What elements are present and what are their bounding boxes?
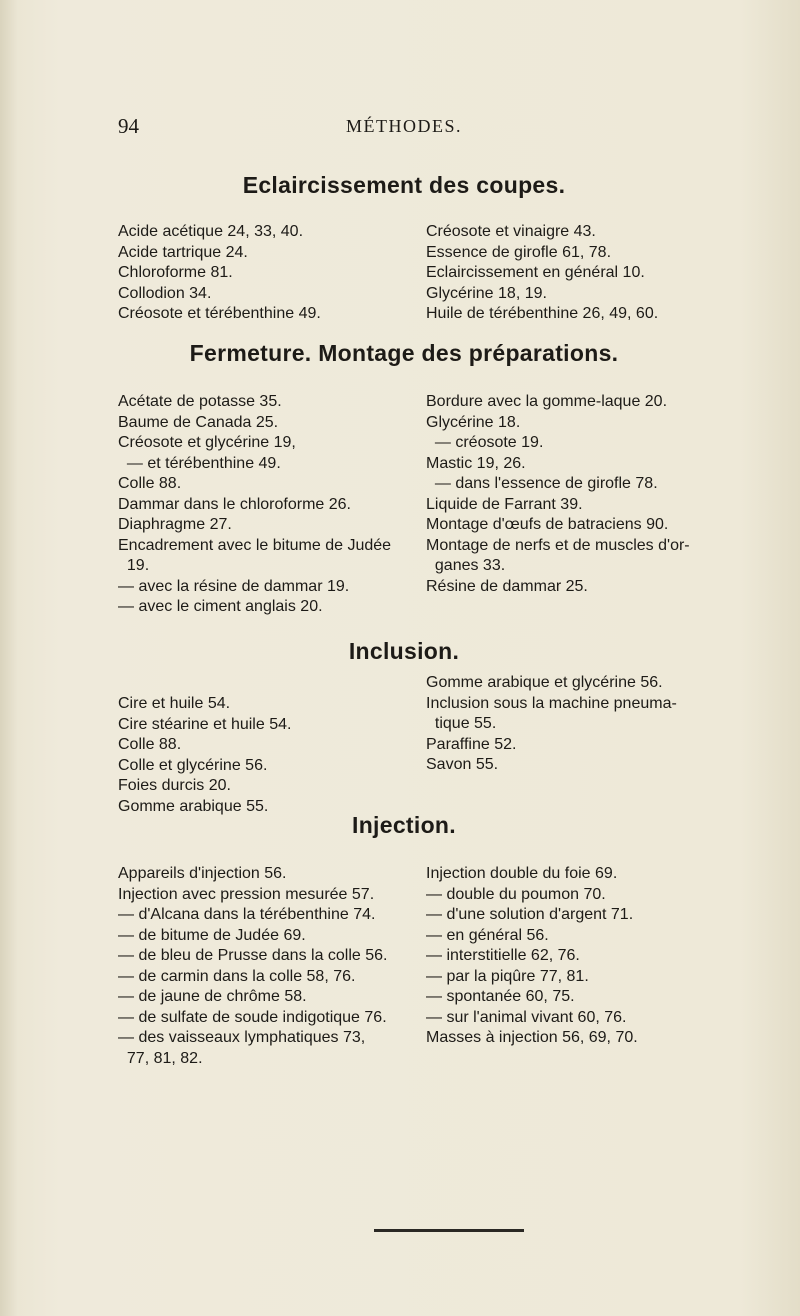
index-entry: — d'une solution d'argent 71. xyxy=(426,906,634,923)
index-column-left xyxy=(118,222,321,325)
index-entry: Bordure avec la gomme-laque 20. xyxy=(426,393,668,410)
index-entry: Appareils d'injection 56. xyxy=(118,865,287,882)
index-column-left xyxy=(118,694,291,817)
index-entry: — de sulfate de soude indigotique 76. xyxy=(118,1008,387,1026)
index-column-right xyxy=(426,673,677,776)
index-entry: Foies durcis 20. xyxy=(118,777,231,794)
index-entry: Gomme arabique et glycérine 56. xyxy=(426,674,663,691)
index-entry: Glycérine 18, 19. xyxy=(426,284,547,302)
index-entry: Collodion 34. xyxy=(118,284,212,302)
index-column-right xyxy=(426,864,638,1049)
index-column-right xyxy=(426,392,690,597)
index-entry: Huile de térébenthine 26, 49, 60. xyxy=(426,305,659,322)
index-entry: Cire et huile 54. xyxy=(118,695,231,712)
index-entry: — avec la résine de dammar 19. xyxy=(118,577,350,595)
index-entry: — interstitielle 62, 76. xyxy=(426,947,580,964)
section-title-fermeture: Fermeture. Montage des préparations. xyxy=(189,340,619,366)
index-entry: Essence de girofle 61, 78. xyxy=(426,243,612,261)
index-column-left xyxy=(118,392,391,618)
index-entry: Masses à injection 56, 69, 70. xyxy=(426,1029,638,1046)
index-entry: ganes 33. xyxy=(426,557,506,574)
index-entry: Acide tartrique 24. xyxy=(118,243,248,261)
index-entry: — avec le ciment anglais 20. xyxy=(118,598,323,615)
page-header xyxy=(118,114,690,138)
page-number: 94 xyxy=(118,114,139,138)
index-entry: — créosote 19. xyxy=(426,434,544,451)
index-entry: Mastic 19, 26. xyxy=(426,454,526,472)
index-entry: — dans l'essence de girofle 78. xyxy=(426,475,658,492)
index-entry: — d'Alcana dans la térébenthine 74. xyxy=(118,906,376,923)
index-entry: Cire stéarine et huile 54. xyxy=(118,715,292,733)
index-entry: — de carmin dans la colle 58, 76. xyxy=(118,967,356,985)
index-entry: Eclaircissement en général 10. xyxy=(426,264,645,281)
index-entry: Baume de Canada 25. xyxy=(118,413,279,431)
index-entry: — sur l'animal vivant 60, 76. xyxy=(426,1008,627,1026)
index-column-right xyxy=(426,222,658,325)
index-entry: tique 55. xyxy=(426,715,497,732)
index-entry: — spontanée 60, 75. xyxy=(426,988,575,1005)
index-entry: — des vaisseaux lymphatiques 73, xyxy=(118,1029,366,1046)
index-entry: Acétate de potasse 35. xyxy=(118,393,282,410)
running-title: MÉTHODES. xyxy=(346,116,462,136)
closing-rule xyxy=(374,1229,524,1232)
index-entry: Colle et glycérine 56. xyxy=(118,756,268,774)
index-entry: — double du poumon 70. xyxy=(426,885,606,903)
index-entry: — de bitume de Judée 69. xyxy=(118,926,306,944)
index-entry: Injection avec pression mesurée 57. xyxy=(118,885,375,903)
index-entry: Injection double du foie 69. xyxy=(426,865,618,882)
section-title-inclusion: Inclusion. xyxy=(348,638,460,664)
index-entry: Inclusion sous la machine pneuma- xyxy=(426,694,677,712)
index-entry: Acide acétique 24, 33, 40. xyxy=(118,223,304,240)
index-entry: Colle 88. xyxy=(118,736,182,753)
index-entry: Glycérine 18. xyxy=(426,413,521,431)
index-entry: Liquide de Farrant 39. xyxy=(426,495,583,513)
index-entry: — de bleu de Prusse dans la colle 56. xyxy=(118,947,388,964)
index-column-left xyxy=(118,864,388,1069)
index-entry: Créosote et vinaigre 43. xyxy=(426,223,596,240)
index-entry: Gomme arabique 55. xyxy=(118,797,269,815)
index-entry: Résine de dammar 25. xyxy=(426,577,588,595)
index-entry: Diaphragme 27. xyxy=(118,516,232,533)
index-entry: Montage de nerfs et de muscles d'or- xyxy=(426,536,690,554)
index-entry: 77, 81, 82. xyxy=(118,1049,203,1067)
index-entry: Paraffine 52. xyxy=(426,735,517,753)
index-entry: — de jaune de chrôme 58. xyxy=(118,988,307,1005)
index-entry: Chloroforme 81. xyxy=(118,264,233,281)
index-entry: Savon 55. xyxy=(426,756,499,773)
index-entry: Dammar dans le chloroforme 26. xyxy=(118,495,351,513)
index-entry: — et térébenthine 49. xyxy=(118,454,281,472)
index-entry: Créosote et glycérine 19, xyxy=(118,434,296,451)
index-entry: Créosote et térébenthine 49. xyxy=(118,305,321,322)
section-title-injection: Injection. xyxy=(352,812,456,838)
section-title-eclaircissement: Eclaircissement des coupes. xyxy=(242,172,566,198)
index-entry: Colle 88. xyxy=(118,475,182,492)
index-entry: Encadrement avec le bitume de Judée xyxy=(118,536,392,554)
index-entry: — par la piqûre 77, 81. xyxy=(426,967,589,985)
index-entry: — en général 56. xyxy=(426,926,549,944)
index-entry: 19. xyxy=(118,557,150,574)
index-entry: Montage d'œufs de batraciens 90. xyxy=(426,516,669,533)
